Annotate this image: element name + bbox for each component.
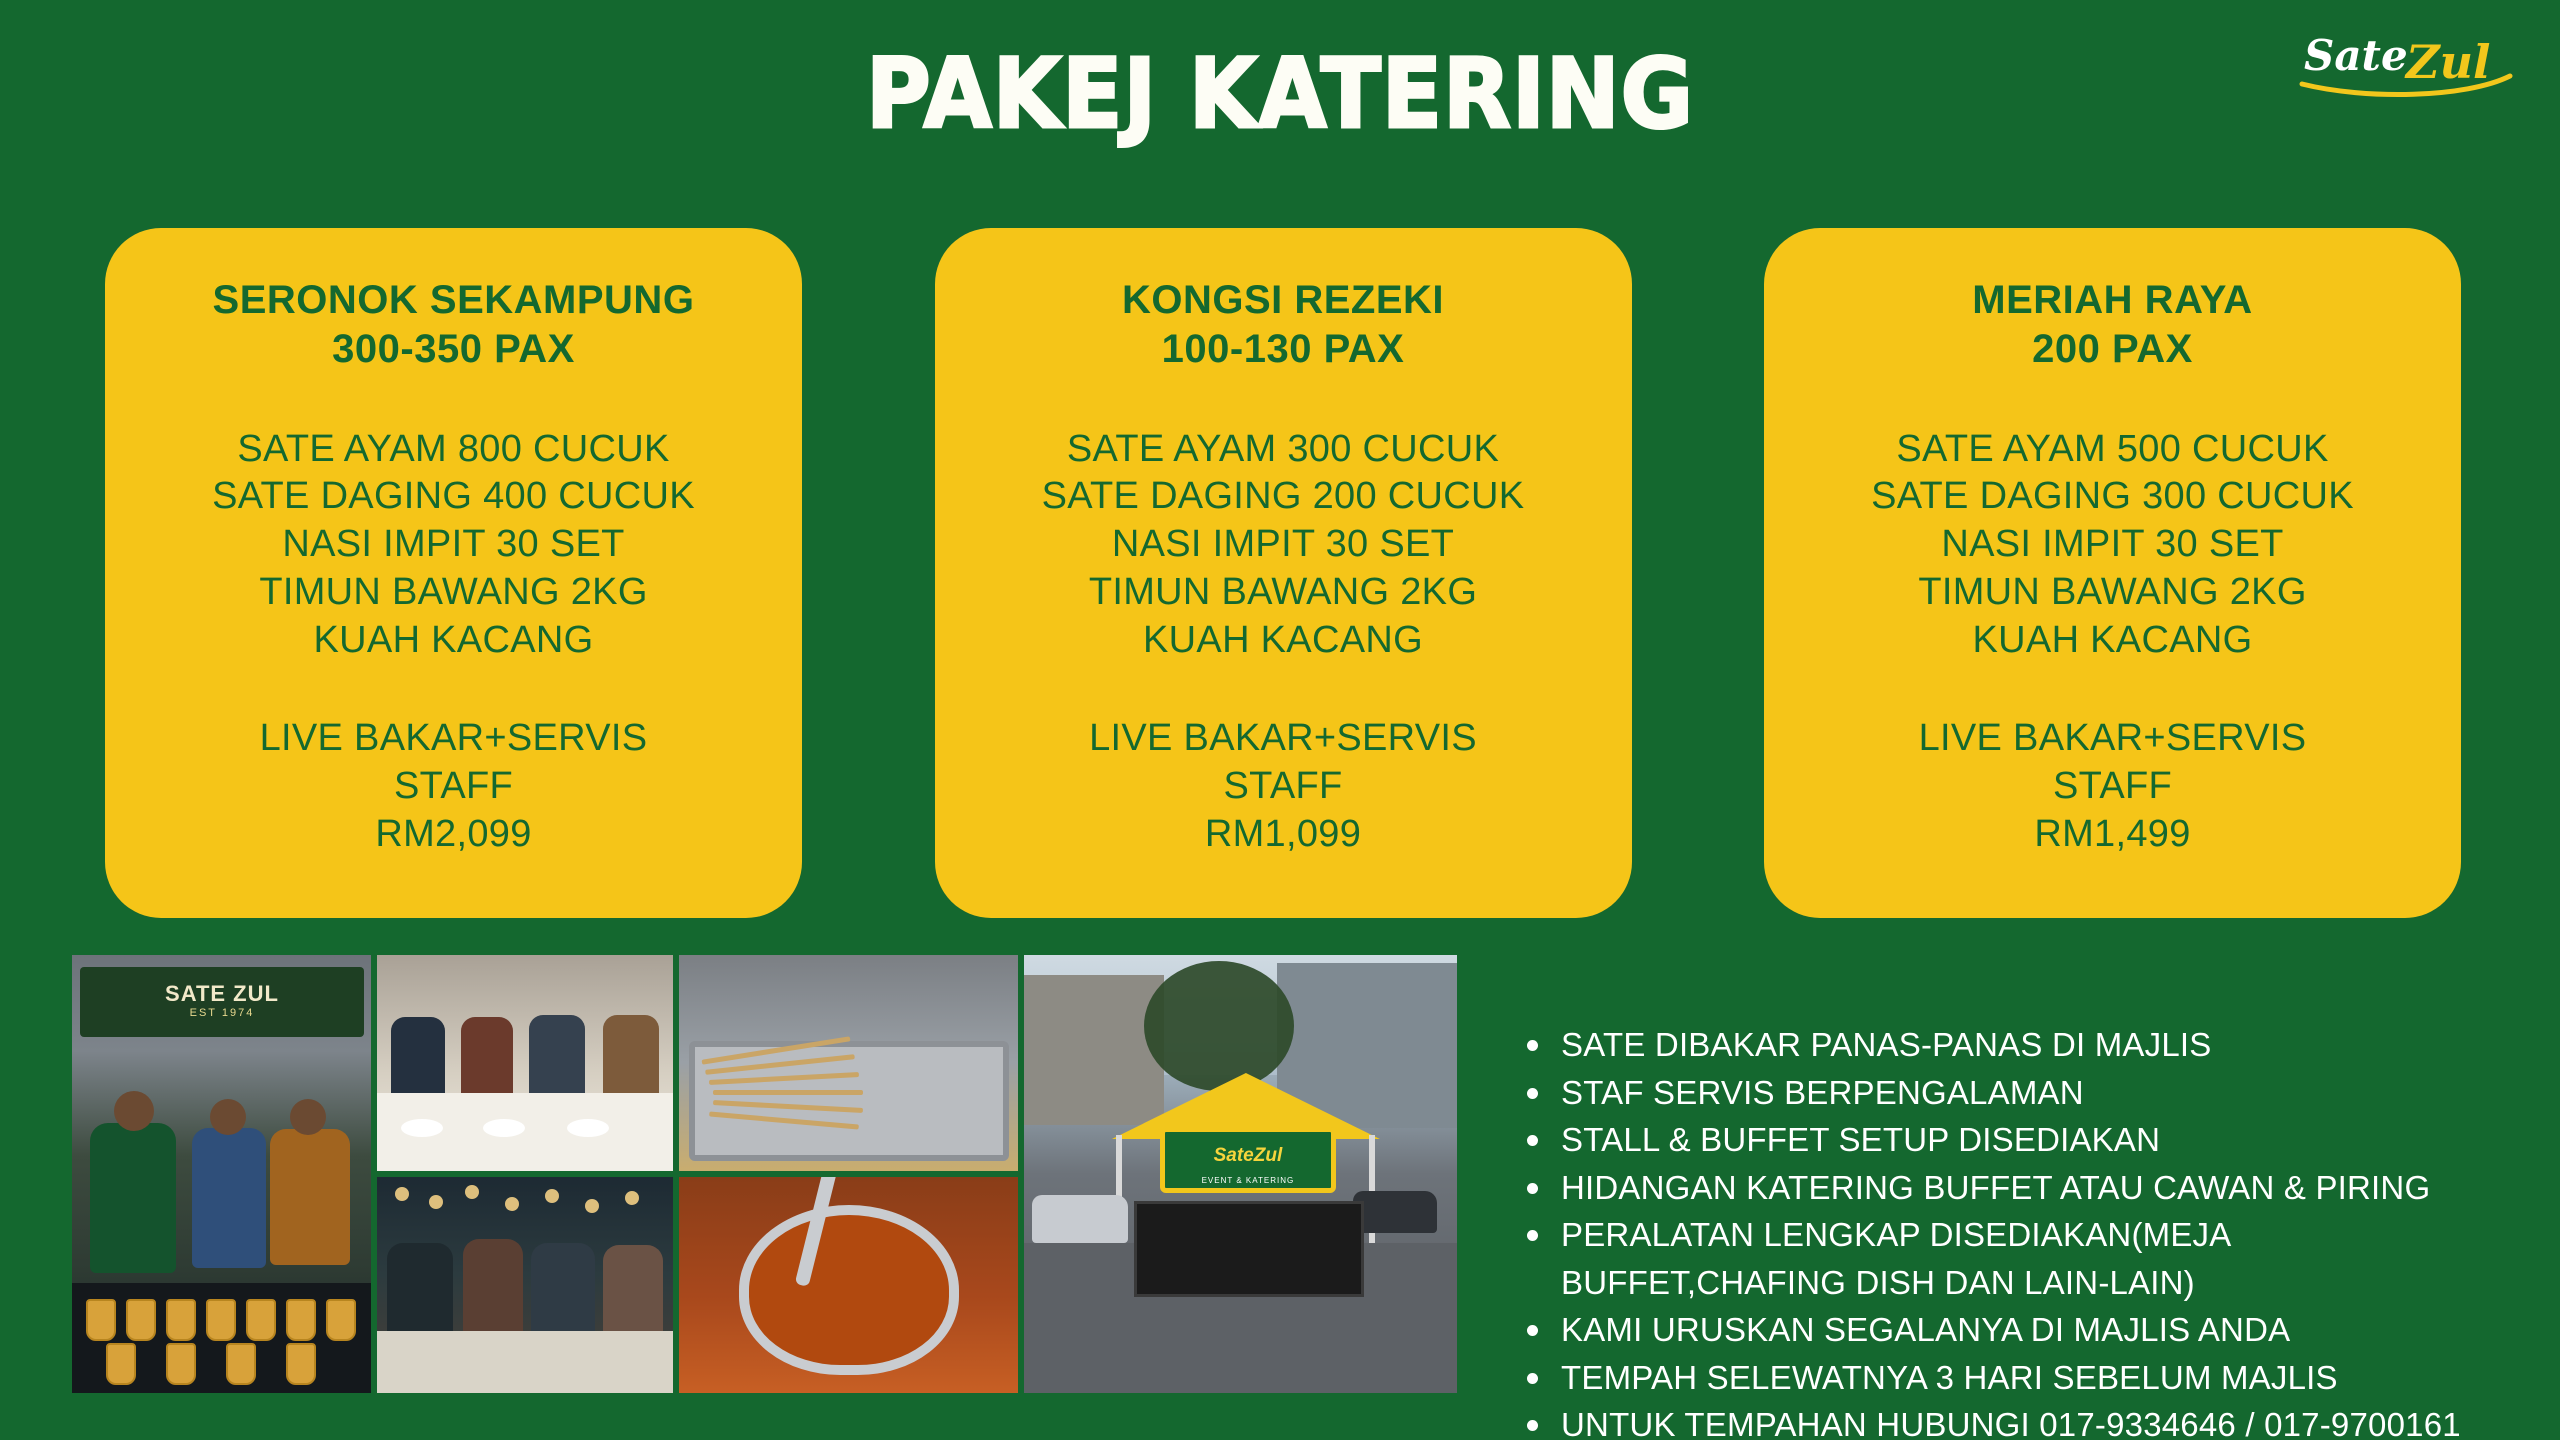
plate	[567, 1119, 609, 1137]
package-item: TIMUN BAWANG 2KG	[1088, 571, 1478, 614]
gallery-photo-stall	[72, 955, 371, 1393]
person-shape	[192, 1128, 266, 1268]
notes-list	[1517, 955, 2492, 1440]
tree	[1144, 961, 1294, 1091]
table-shape	[377, 1331, 674, 1393]
satay-cup	[206, 1299, 236, 1341]
package-cards	[105, 228, 2461, 918]
person-shape	[603, 1245, 663, 1335]
satay-cup	[126, 1299, 156, 1341]
satay-cup	[166, 1343, 196, 1385]
list-item: TEMPAH SELEWATNYA 3 HARI SEBELUM MAJLIS	[1517, 1354, 2492, 1402]
list-item: SATE DIBAKAR PANAS-PANAS DI MAJLIS	[1517, 1021, 2492, 1069]
list-item: STALL & BUFFET SETUP DISEDIAKAN	[1517, 1116, 2492, 1164]
gallery-photo-sauce-pot	[679, 1177, 1018, 1393]
satay-cup	[286, 1343, 316, 1385]
package-item: SATE AYAM 300 CUCUK	[1066, 427, 1500, 470]
gallery-column	[72, 955, 371, 1393]
list-item: UNTUK TEMPAHAN HUBUNGI 017-9334646 / 017-9700161	[1517, 1401, 2492, 1440]
fairy-lights	[395, 1187, 409, 1201]
spacer	[965, 665, 1602, 715]
satay-cup	[166, 1299, 196, 1341]
person-shape	[529, 1015, 585, 1101]
package-item: SATE AYAM 500 CUCUK	[1896, 427, 2329, 470]
building	[1024, 975, 1164, 1125]
gallery-column	[679, 955, 1018, 1393]
package-pax: 100-130 PAX	[1161, 326, 1405, 371]
plate	[483, 1119, 525, 1137]
stall-table	[1134, 1201, 1364, 1297]
plate	[401, 1119, 443, 1137]
package-name: KONGSI REZEKI	[1121, 278, 1445, 322]
package-item: SATE AYAM 800 CUCUK	[237, 427, 670, 470]
package-name: MERIAH RAYA	[1972, 278, 2253, 322]
person-shape	[387, 1243, 453, 1335]
satay-cup	[106, 1343, 136, 1385]
stall-sign-text: SateZul	[1213, 1145, 1283, 1166]
package-service: STAFF	[1223, 764, 1343, 807]
person-shape	[90, 1123, 176, 1273]
satay-cup	[246, 1299, 276, 1341]
package-card[interactable]	[1764, 228, 2461, 918]
package-price: RM2,099	[375, 812, 532, 855]
package-item: TIMUN BAWANG 2KG	[259, 571, 648, 614]
gallery-photo-canopy-stall	[1024, 955, 1457, 1393]
satay-cup	[226, 1343, 256, 1385]
package-service: STAFF	[2052, 764, 2172, 807]
satay-cup	[86, 1299, 116, 1341]
package-item: KUAH KACANG	[313, 619, 594, 662]
gallery-column	[377, 955, 674, 1393]
package-card[interactable]	[935, 228, 1632, 918]
package-service: LIVE BAKAR+SERVIS	[1918, 716, 2307, 759]
svg-text:Sate: Sate	[2304, 31, 2408, 80]
package-item: TIMUN BAWANG 2KG	[1918, 571, 2307, 614]
list-item: STAF SERVIS BERPENGALAMAN	[1517, 1069, 2492, 1117]
photo-gallery	[72, 955, 1457, 1393]
package-price: RM1,499	[2034, 812, 2191, 855]
person-shape	[461, 1017, 513, 1097]
person-shape	[603, 1015, 659, 1097]
package-card[interactable]	[105, 228, 802, 918]
package-item: NASI IMPIT 30 SET	[1941, 523, 2284, 566]
spacer	[1794, 665, 2431, 715]
gallery-photo-satay-tray	[679, 955, 1018, 1171]
gallery-column	[1024, 955, 1457, 1393]
package-item: SATE DAGING 200 CUCUK	[1041, 475, 1525, 518]
person-head	[290, 1099, 326, 1135]
satay-skewer	[713, 1090, 863, 1095]
package-service: LIVE BAKAR+SERVIS	[259, 716, 648, 759]
person-shape	[391, 1017, 445, 1101]
person-shape	[531, 1243, 595, 1335]
package-item: NASI IMPIT 30 SET	[1111, 523, 1455, 566]
bottom-section	[72, 955, 2492, 1440]
package-item: KUAH KACANG	[1972, 619, 2253, 662]
package-service: STAFF	[393, 764, 513, 807]
spacer	[135, 665, 772, 715]
gallery-photo-guests-day	[377, 955, 674, 1171]
person-head	[114, 1091, 154, 1131]
package-pax: 300-350 PAX	[332, 326, 575, 371]
satay-cup	[286, 1299, 316, 1341]
list-item: KAMI URUSKAN SEGALANYA DI MAJLIS ANDA	[1517, 1306, 2492, 1354]
package-item: SATE DAGING 300 CUCUK	[1871, 475, 2354, 518]
package-item: SATE DAGING 400 CUCUK	[212, 475, 695, 518]
car	[1353, 1191, 1437, 1233]
stall-banner-sub: EST 1974	[189, 1007, 255, 1019]
page-title: PAKEJ KATERING	[865, 38, 1695, 150]
gallery-photo-guests-night	[377, 1177, 674, 1393]
package-pax: 200 PAX	[2032, 326, 2193, 371]
package-service: LIVE BAKAR+SERVIS	[1089, 716, 1477, 759]
package-name: SERONOK SEKAMPUNG	[212, 278, 695, 322]
stall-banner-text: SATE ZUL	[165, 981, 279, 1006]
package-item: KUAH KACANG	[1143, 619, 1423, 662]
package-item: NASI IMPIT 30 SET	[282, 523, 625, 566]
package-price: RM1,099	[1204, 812, 1362, 855]
list-item: PERALATAN LENGKAP DISEDIAKAN(MEJA BUFFET,CHAFING DISH DAN LAIN-LAIN)	[1517, 1211, 2492, 1306]
car	[1032, 1195, 1128, 1243]
person-shape	[463, 1239, 523, 1335]
peanut-sauce-pot	[739, 1205, 959, 1375]
list-item: HIDANGAN KATERING BUFFET ATAU CAWAN & PIRING	[1517, 1164, 2492, 1212]
satay-cup	[326, 1299, 356, 1341]
stall-sign-sub: EVENT & KATERING	[1201, 1176, 1295, 1185]
person-shape	[270, 1129, 350, 1265]
person-head	[210, 1099, 246, 1135]
svg-text:Zul: Zul	[2406, 35, 2491, 89]
